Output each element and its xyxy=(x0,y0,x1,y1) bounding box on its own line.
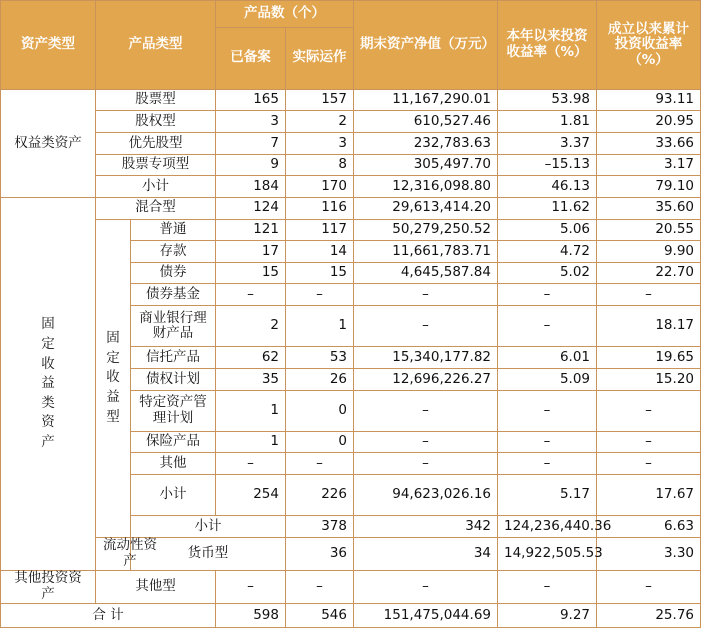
group-equity: 权益类资产 xyxy=(1,89,96,197)
group-other xyxy=(1,570,96,603)
cell-nav: – xyxy=(354,390,498,431)
row-label: 普通 xyxy=(131,219,216,241)
cell-nav: 4,645,587.84 xyxy=(354,262,498,284)
cell-ytd: 6.63 xyxy=(597,516,701,538)
cell-actual: 34 xyxy=(354,537,498,570)
cell-cum: 9.90 xyxy=(597,241,701,263)
cell-registered: 62 xyxy=(216,347,286,369)
row-label: 股权型 xyxy=(96,111,216,133)
cell-ytd: 5.06 xyxy=(498,219,597,241)
row-label: 信托产品 xyxy=(131,347,216,369)
cell-nav: 29,613,414.20 xyxy=(354,197,498,219)
row-label: 小计 xyxy=(131,516,286,538)
cell-cum: – xyxy=(597,284,701,306)
cell-actual: – xyxy=(286,570,354,603)
cell-cum: 33.66 xyxy=(597,132,701,154)
cell-registered: 1 xyxy=(216,390,286,431)
cell-registered: 35 xyxy=(216,368,286,390)
col-registered: 已备案 xyxy=(216,27,286,89)
group-fixed-income-type xyxy=(96,219,131,537)
cell-cum: – xyxy=(597,431,701,453)
cell-registered: – xyxy=(216,453,286,475)
cell-registered: 598 xyxy=(216,604,286,628)
cell-cum: 20.55 xyxy=(597,219,701,241)
cell-ytd: –15.13 xyxy=(498,154,597,176)
col-cum-return: 成立以来累计投资收益率（%） xyxy=(597,1,701,90)
cell-nav: 305,497.70 xyxy=(354,154,498,176)
cell-ytd: 5.09 xyxy=(498,368,597,390)
group-fixed-income-type-label: 固定收益型 xyxy=(106,330,120,425)
cell-registered: – xyxy=(216,570,286,603)
group-other-label: 其他投资资产 xyxy=(14,570,82,602)
cell-ytd: 5.02 xyxy=(498,262,597,284)
row-label: 小计 xyxy=(131,475,216,516)
row-label: 股票型 xyxy=(96,89,216,111)
cell-cum: 79.10 xyxy=(597,176,701,198)
col-product-type: 产品类型 xyxy=(96,1,216,90)
cell-actual: 15 xyxy=(286,262,354,284)
cell-nav: 11,661,783.71 xyxy=(354,241,498,263)
col-product-count: 产品数（个） xyxy=(216,1,354,28)
cell-cum: 19.65 xyxy=(597,347,701,369)
row-label: 混合型 xyxy=(96,197,216,219)
table-row-subtotal xyxy=(1,176,701,198)
cell-cum: 22.70 xyxy=(597,262,701,284)
cell-actual: 8 xyxy=(286,154,354,176)
cell-registered: 36 xyxy=(286,537,354,570)
table-row xyxy=(1,89,701,111)
cell-nav: 151,475,044.69 xyxy=(354,604,498,628)
group-liquidity xyxy=(96,537,157,570)
cell-actual: 0 xyxy=(286,431,354,453)
cell-cum: 17.67 xyxy=(597,475,701,516)
cell-nav: – xyxy=(354,306,498,347)
cell-registered: 254 xyxy=(216,475,286,516)
cell-ytd: 11.62 xyxy=(498,197,597,219)
row-label: 债权计划 xyxy=(131,368,216,390)
cell-actual: 26 xyxy=(286,368,354,390)
cell-actual: 170 xyxy=(286,176,354,198)
col-asset-type: 资产类型 xyxy=(1,1,96,90)
cell-nav: – xyxy=(354,284,498,306)
cell-ytd: 9.27 xyxy=(498,604,597,628)
header-row-1 xyxy=(1,1,701,28)
cell-nav: – xyxy=(354,453,498,475)
cell-registered: 121 xyxy=(216,219,286,241)
cell-registered: 15 xyxy=(216,262,286,284)
cell-cum: 15.20 xyxy=(597,368,701,390)
cell-registered: 17 xyxy=(216,241,286,263)
cell-nav: – xyxy=(354,431,498,453)
cell-actual: 14 xyxy=(286,241,354,263)
row-label: 其他型 xyxy=(96,570,216,603)
cell-nav: 11,167,290.01 xyxy=(354,89,498,111)
row-label: 优先股型 xyxy=(96,132,216,154)
col-ytd-return: 本年以来投资收益率（%） xyxy=(498,1,597,90)
cell-registered: 1 xyxy=(216,431,286,453)
row-label: 存款 xyxy=(131,241,216,263)
cell-nav: 610,527.46 xyxy=(354,111,498,133)
cell-actual: 116 xyxy=(286,197,354,219)
cell-nav: 50,279,250.52 xyxy=(354,219,498,241)
table-row xyxy=(1,537,701,570)
table-row-total xyxy=(1,604,701,628)
row-label: 债券 xyxy=(131,262,216,284)
cell-actual: 2 xyxy=(286,111,354,133)
row-label: 商业银行理财产品 xyxy=(131,306,216,347)
cell-registered: 3 xyxy=(216,111,286,133)
cell-registered: 165 xyxy=(216,89,286,111)
cell-ytd: 1.81 xyxy=(498,111,597,133)
cell-actual: 0 xyxy=(286,390,354,431)
cell-ytd: 6.01 xyxy=(498,347,597,369)
col-actual-operating: 实际运作 xyxy=(286,27,354,89)
cell-actual: 342 xyxy=(354,516,498,538)
cell-ytd: – xyxy=(498,453,597,475)
cell-ytd: – xyxy=(498,306,597,347)
table-row xyxy=(1,197,701,219)
cell-nav: 94,623,026.16 xyxy=(354,475,498,516)
table-row xyxy=(1,132,701,154)
cell-ytd: – xyxy=(498,570,597,603)
cell-cum: 93.11 xyxy=(597,89,701,111)
cell-cum: – xyxy=(597,390,701,431)
cell-actual: – xyxy=(286,453,354,475)
table-row xyxy=(1,219,701,241)
cell-ytd: – xyxy=(498,390,597,431)
cell-nav: – xyxy=(354,570,498,603)
cell-ytd: 4.72 xyxy=(498,241,597,263)
cell-actual: 157 xyxy=(286,89,354,111)
cell-actual: – xyxy=(286,284,354,306)
cell-actual: 546 xyxy=(286,604,354,628)
cell-registered: 378 xyxy=(286,516,354,538)
row-label: 货币型 xyxy=(131,537,286,570)
cell-ytd: 53.98 xyxy=(498,89,597,111)
cell-registered: 184 xyxy=(216,176,286,198)
cell-actual: 1 xyxy=(286,306,354,347)
cell-ytd: – xyxy=(498,431,597,453)
cell-nav: 124,236,440.36 xyxy=(498,516,597,538)
cell-cum: – xyxy=(597,570,701,603)
cell-registered: 7 xyxy=(216,132,286,154)
cell-ytd: 5.17 xyxy=(498,475,597,516)
cell-cum: 20.95 xyxy=(597,111,701,133)
row-label: 股票专项型 xyxy=(96,154,216,176)
group-fixed-income xyxy=(1,197,96,570)
cell-registered: – xyxy=(216,284,286,306)
group-liquidity-label: 流动性资产 xyxy=(103,537,157,569)
cell-actual: 226 xyxy=(286,475,354,516)
table-row xyxy=(1,154,701,176)
cell-nav: 14,922,505.53 xyxy=(498,537,597,570)
cell-ytd: 46.13 xyxy=(498,176,597,198)
cell-registered: 2 xyxy=(216,306,286,347)
row-label: 特定资产管理计划 xyxy=(131,390,216,431)
cell-cum: 18.17 xyxy=(597,306,701,347)
cell-cum: 35.60 xyxy=(597,197,701,219)
cell-nav: 12,316,098.80 xyxy=(354,176,498,198)
table-row xyxy=(1,111,701,133)
cell-cum: 3.17 xyxy=(597,154,701,176)
cell-ytd: – xyxy=(498,284,597,306)
cell-actual: 3 xyxy=(286,132,354,154)
total-label: 合 计 xyxy=(1,604,216,628)
cell-ytd: 3.30 xyxy=(597,537,701,570)
col-net-asset: 期末资产净值（万元） xyxy=(354,1,498,90)
cell-nav: 15,340,177.82 xyxy=(354,347,498,369)
cell-actual: 117 xyxy=(286,219,354,241)
cell-nav: 232,783.63 xyxy=(354,132,498,154)
row-label: 债券基金 xyxy=(131,284,216,306)
row-label: 其他 xyxy=(131,453,216,475)
row-label: 保险产品 xyxy=(131,431,216,453)
cell-registered: 124 xyxy=(216,197,286,219)
cell-nav: 12,696,226.27 xyxy=(354,368,498,390)
row-label: 小计 xyxy=(96,176,216,198)
table-row xyxy=(1,570,701,603)
cell-cum: – xyxy=(597,453,701,475)
cell-cum: 25.76 xyxy=(597,604,701,628)
cell-actual: 53 xyxy=(286,347,354,369)
cell-ytd: 3.37 xyxy=(498,132,597,154)
group-fixed-income-label: 固定收益类资产 xyxy=(41,316,55,450)
cell-registered: 9 xyxy=(216,154,286,176)
